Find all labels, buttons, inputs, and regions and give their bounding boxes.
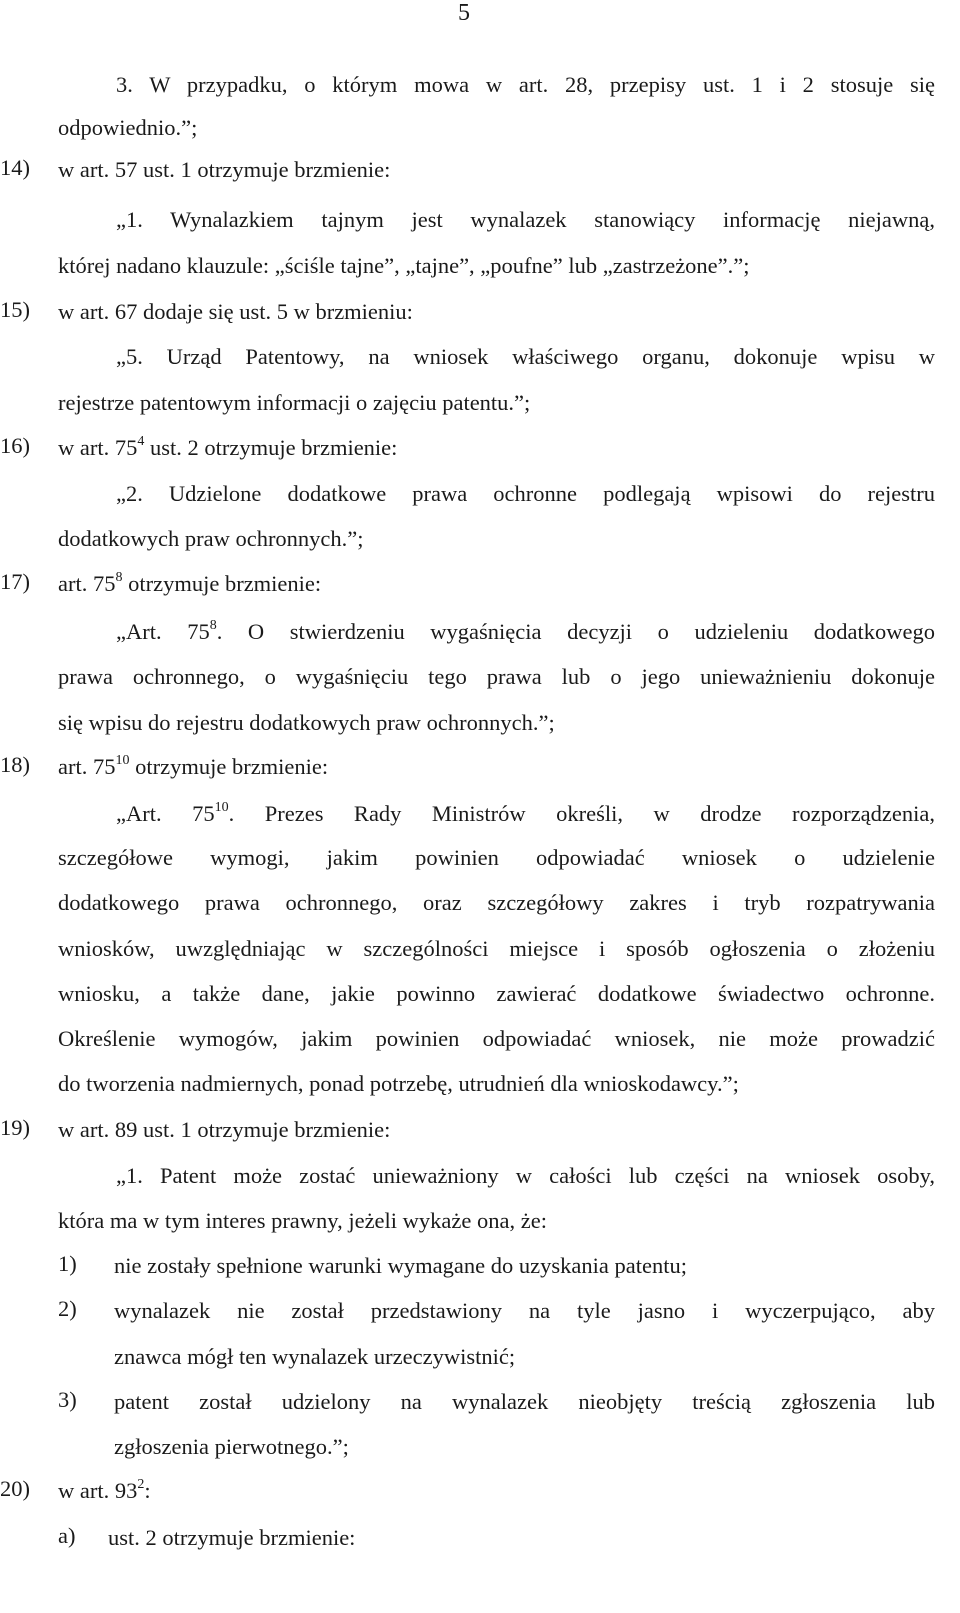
amendment-heading: art. $75^{10}$ otrzymuje brzmienie: [58, 753, 329, 779]
text-line: wynalazek nie został przedstawiony na tyle jasno i wyczerpująco, aby [114, 1298, 935, 1323]
amendment-heading: art. $75^8$ otrzymuje brzmienie: [58, 570, 322, 596]
list-marker: a) [58, 1523, 76, 1548]
amendment-number: 16) [0, 433, 30, 458]
amendment-number: 19) [0, 1115, 30, 1140]
amendment-number: 20) [0, 1476, 30, 1501]
amendment-number: 15) [0, 297, 30, 322]
text-line: rejestrze patentowym informacji o zajęciu patentu.”; [58, 390, 531, 415]
text-line: „1. Wynalazkiem tajnym jest wynalazek stanowiący informację niejawną, [116, 207, 935, 232]
text-line: prawa ochronnego, o wygaśnięciu tego prawa lub o jego unieważnieniu dokonuje [58, 664, 935, 689]
text-line: dodatkowych praw ochronnych.”; [58, 526, 364, 551]
text-line: wniosku, a także dane, jakie powinno zawierać dodatkowe świadectwo ochronne. [58, 981, 935, 1006]
text-line: „1. Patent może zostać unieważniony w całości lub części na wniosek osoby, [116, 1163, 935, 1188]
amendment-heading: w art. 67 dodaje się ust. 5 w brzmieniu: [58, 299, 413, 324]
text-line: 3. W przypadku, o którym mowa w art. 28, przepisy ust. 1 i 2 stosuje się [116, 72, 935, 97]
text-line: „Art. $75^8$. O stwierdzeniu wygaśnięcia decyzji o udzieleniu dodatkowego [116, 618, 936, 644]
list-marker: 3) [58, 1387, 77, 1412]
amendment-heading: ust. 2 otrzymuje brzmienie: [108, 1525, 356, 1550]
amendment-number: 18) [0, 752, 30, 777]
text-line: patent został udzielony na wynalazek nieobjęty treścią zgłoszenia lub [114, 1389, 935, 1414]
text-line: wniosków, uwzględniając w szczególności miejsce i sposób ogłoszenia o złożeniu [58, 936, 935, 961]
text-line: „Art. $75^{10}$. Prezes Rady Ministrów określi, w drodze rozporządzenia, [116, 800, 935, 826]
text-line: Określenie wymogów, jakim powinien odpowiadać wniosek, nie może prowadzić [58, 1026, 935, 1051]
text-line: znawca mógł ten wynalazek urzeczywistnić; [114, 1344, 516, 1369]
text-line: „2. Udzielone dodatkowe prawa ochronne podlegają wpisowi do rejestru [116, 481, 935, 506]
text-line: której nadano klauzule: „ściśle tajne”, „tajne”, „poufne” lub „zastrzeżone”.”; [58, 253, 750, 278]
amendment-heading: w art. $75^4$ ust. 2 otrzymuje brzmienie: [58, 434, 398, 460]
amendment-heading: w art. 57 ust. 1 otrzymuje brzmienie: [58, 157, 391, 182]
amendment-number: 14) [0, 155, 30, 180]
amendment-number: 17) [0, 569, 30, 594]
text-line: zgłoszenia pierwotnego.”; [114, 1434, 349, 1459]
list-marker: 1) [58, 1251, 77, 1276]
text-line: „5. Urząd Patentowy, na wniosek właściwego organu, dokonuje wpisu w [116, 344, 935, 369]
text-line: szczegółowe wymogi, jakim powinien odpowiadać wniosek o udzielenie [58, 845, 935, 870]
text-line: która ma w tym interes prawny, jeżeli wykaże ona, że: [58, 1208, 547, 1233]
page-number: 5 [458, 0, 470, 26]
text-line: się wpisu do rejestru dodatkowych praw ochronnych.”; [58, 710, 555, 735]
text-line: dodatkowego prawa ochronnego, oraz szczegółowy zakres i tryb rozpatrywania [58, 890, 935, 915]
amendment-heading: w art. $93^2$: [58, 1477, 151, 1503]
text-line: nie zostały spełnione warunki wymagane do uzyskania patentu; [114, 1253, 687, 1278]
text-line: odpowiednio.”; [58, 115, 198, 140]
list-marker: 2) [58, 1296, 77, 1321]
text-line: do tworzenia nadmiernych, ponad potrzebę, utrudnień dla wnioskodawcy.”; [58, 1071, 739, 1096]
amendment-heading: w art. 89 ust. 1 otrzymuje brzmienie: [58, 1117, 391, 1142]
